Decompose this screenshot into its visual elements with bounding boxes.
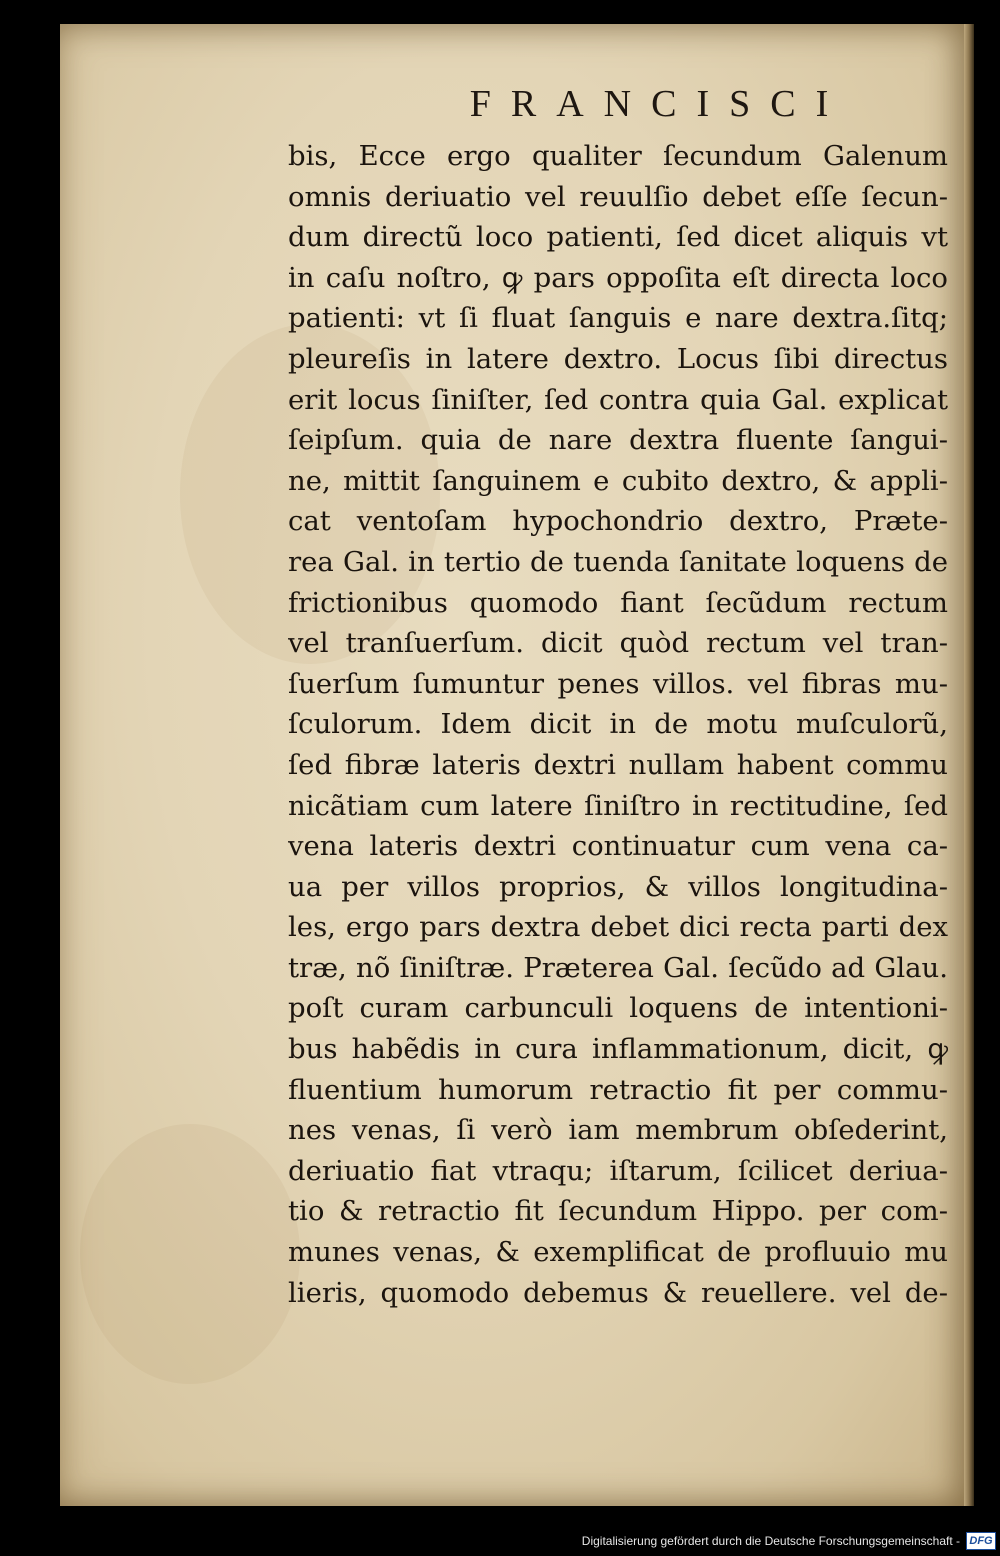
- text-line: les, ergo pars dextra debet dici recta parti dex: [288, 911, 948, 944]
- text-line: munes venas, & exemplificat de profluuio mu: [288, 1236, 948, 1269]
- text-line: nes venas, ſi verò iam membrum obſederint,: [288, 1114, 948, 1147]
- text-line: vel tranſuerſum. dicit quòd rectum vel tran-: [288, 627, 948, 660]
- text-line: cat ventoſam hypochondrio dextro, Præte-: [288, 505, 948, 538]
- text-line: ſculorum. Idem dicit in de motu muſculorũ,: [288, 708, 948, 741]
- text-line: dum directũ loco patienti, ſed dicet aliquis vt: [288, 221, 948, 254]
- text-line: ſeipſum. quia de nare dextra fluente ſangui-: [288, 424, 948, 457]
- text-line: lieris, quomodo debemus & reuellere. vel de-: [288, 1276, 948, 1309]
- body-text: [288, 136, 948, 1313]
- text-line: patienti: vt ſi fluat ſanguis e nare dextra.ſitq;: [288, 302, 948, 335]
- text-line: træ, nõ ſiniſtræ. Præterea Gal. ſecũdo ad Glau.: [288, 951, 948, 984]
- text-line: poſt curam carbunculi loquens de intentioni-: [288, 992, 948, 1025]
- text-line: tio & retractio fit ſecundum Hippo. per com-: [288, 1195, 948, 1228]
- running-head: FRANCISCI: [469, 83, 849, 125]
- text-line: ua per villos proprios, & villos longitudina-: [288, 870, 948, 903]
- text-line: frictionibus quomodo fiant ſecũdum rectum: [288, 586, 948, 619]
- text-line: bus habẽdis in cura inflammationum, dicit, ꝙ: [288, 1033, 948, 1066]
- page-edge: [964, 24, 974, 1506]
- text-line: in caſu noſtro, ꝙ pars oppoſita eſt directa loco: [288, 261, 948, 294]
- text-line: nicãtiam cum latere ſiniſtro in rectitudine, ſed: [288, 789, 948, 822]
- text-line: vena lateris dextri continuatur cum vena ca-: [288, 830, 948, 863]
- text-line: bis, Ecce ergo qualiter ſecundum Galenum: [288, 140, 948, 172]
- text-line: ſuerſum ſumuntur penes villos. vel fibras mu-: [288, 667, 948, 700]
- text-line: rea Gal. in tertio de tuenda ſanitate loquens de: [288, 545, 948, 578]
- text-line: ne, mittit ſanguinem e cubito dextro, & appli-: [288, 464, 948, 497]
- text-line: pleureſis in latere dextro. Locus ſibi directus: [288, 342, 948, 375]
- text-line: fluentium humorum retractio fit per commu-: [288, 1073, 948, 1106]
- text-line: erit locus ſiniſter, ſed contra quia Gal. explicat: [288, 383, 948, 416]
- credit-text: Digitalisierung gefördert durch die Deutsche Forschungsgemeinschaft -: [581, 1534, 960, 1548]
- text-line: omnis deriuatio vel reuulſio debet eſſe ſecun-: [288, 180, 948, 213]
- book-page: [60, 24, 968, 1506]
- digitization-credit: [582, 1530, 996, 1552]
- text-line: ſed fibræ lateris dextri nullam habent commu: [288, 748, 948, 781]
- paper-stain: [80, 1124, 300, 1384]
- dfg-logo-icon: DFG: [966, 1532, 996, 1550]
- text-line: deriuatio fiat vtraqu; iſtarum, ſcilicet deriua-: [288, 1154, 948, 1187]
